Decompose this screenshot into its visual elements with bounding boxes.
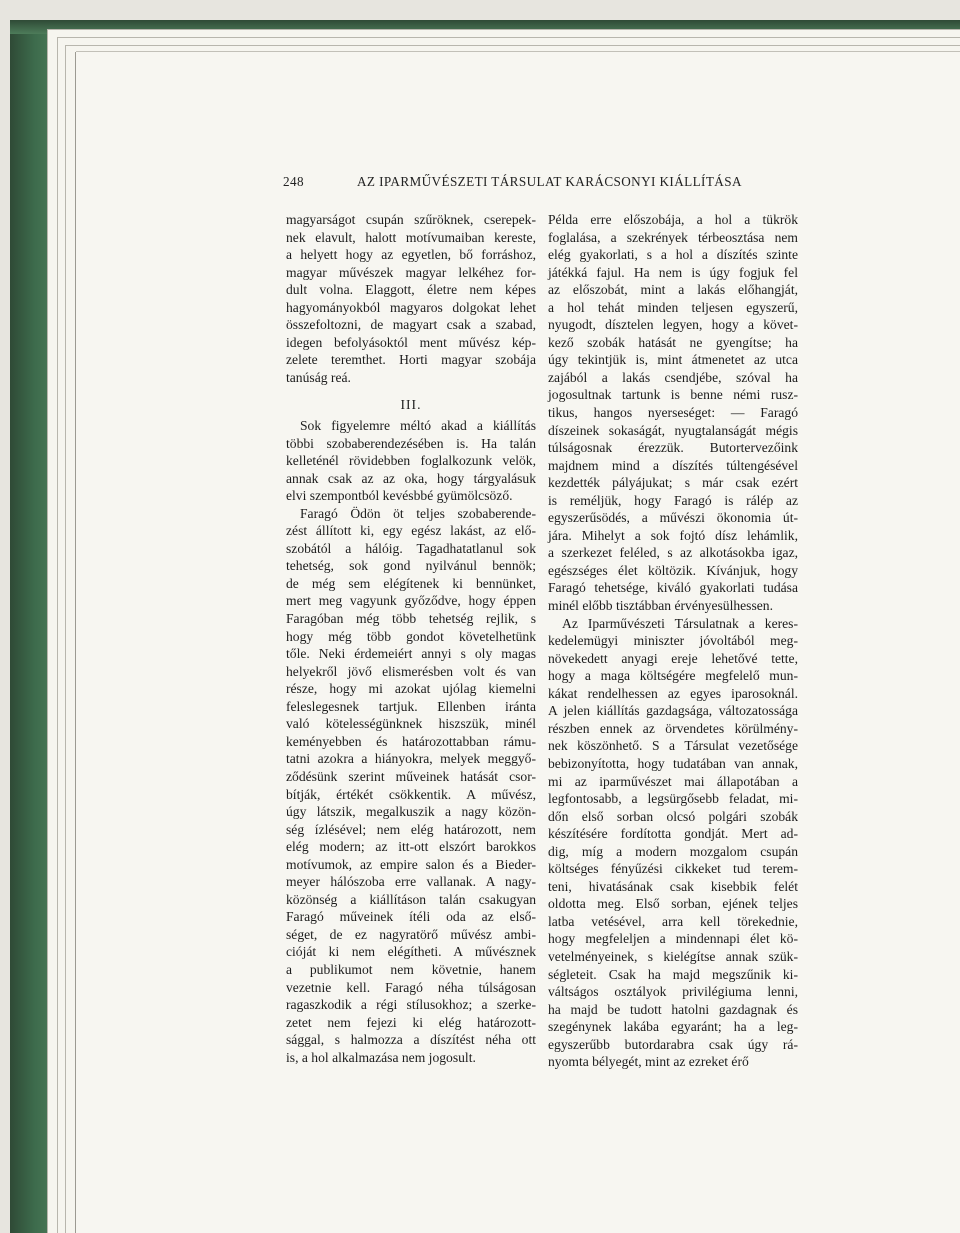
text-line: hogy megfeleljen a mindennapi élet kö- <box>548 931 798 947</box>
text-line: majdnem mind a díszítés túltengésével <box>548 457 798 473</box>
text-line: elég gyakorlati, s a hol a díszítés szinte <box>548 247 798 263</box>
text-line: nek köszönhető. S a Társulat vezetősége <box>548 738 798 754</box>
text-line: tatni azokra a hiányokra, melyek meggyő- <box>286 751 536 767</box>
text-line: jogosultnak tartunk is benne némi rusz- <box>548 387 798 403</box>
text-line: díszeinek sokaságát, nyugtalanságát mégis <box>548 422 798 438</box>
text-line: költséges fényűzési cikkeket tud terem- <box>548 861 798 877</box>
text-line: váltságos osztályok privilégiuma lenni, <box>548 984 798 1000</box>
text-line: úgy tekintjük is, mint átmenetet az utca <box>548 352 798 368</box>
text-line: kákat rendelhessen az egyes iparosoknál. <box>548 685 798 701</box>
text-line: elég modern; az itt-ott elszórt barokkos <box>286 839 536 855</box>
text-line: Példa erre előszobája, a hol a tükrök <box>548 212 798 227</box>
text-line: zést állított ki, egy egész lakást, az elő- <box>286 523 536 539</box>
text-line: szobától a hálóig. Tagadhatatlanul sok <box>286 540 536 556</box>
text-line: egyszerűsödés, a művészi ökonomia út- <box>548 510 798 526</box>
text-line: nek elavult, halott motívumaiban kereste, <box>286 229 536 245</box>
text-line: oldotta meg. Első sorban, ejének teljes <box>548 896 798 912</box>
text-line: foglalása, a szekrények térbeosztása nem <box>548 229 798 245</box>
text-line: de még sem elégítenek ki bennünket, <box>286 575 536 591</box>
text-line: Sok figyelemre méltó akad a kiállítás <box>300 418 536 434</box>
text-line: mert meg vagyunk győződve, hogy éppen <box>286 593 536 609</box>
text-line: része, hogy mi azokat ujólag kiemelni <box>286 681 536 697</box>
text-line: készítésére fordította gondját. Mert ad- <box>548 826 798 842</box>
left-text-column <box>286 211 536 1066</box>
text-line: bítják, értékét csökkentik. A művész, <box>286 786 536 802</box>
text-line: nyomta bélyegét, mint az ezreket érő <box>548 1054 749 1070</box>
text-line: is reméljük, hogy Faragó is rálép az <box>548 492 798 508</box>
text-line: közönség a kiállításon talán csakugyan <box>286 891 536 907</box>
text-line: a szerkezet feléled, s az alkotásokba igaz, <box>548 545 798 561</box>
running-header <box>283 174 828 194</box>
text-line: zetet nem fejezi ki elég határozott- <box>286 1014 536 1030</box>
text-line: kelleténél rövidebben foglalkozunk velök, <box>286 453 536 469</box>
text-line: magyar művészek magyar lelkéhez for- <box>286 264 536 280</box>
text-line: szegénynek lakába egyaránt; ha a leg- <box>548 1019 798 1035</box>
text-line: kezdették pályájukat; s már csak ezért <box>548 475 798 491</box>
text-line: vetelményeinek, s kielégítse annak szük- <box>548 948 798 964</box>
text-line: séget, de ez nagyratörő művész ambi- <box>286 926 536 942</box>
text-line: az előszobát, mint a lakás előhangját, <box>548 282 798 298</box>
text-line: Faragó műveinek ítéli oda az első- <box>286 909 536 925</box>
text-line: Faragó tehetsége, kiváló gyakorlati tudása <box>548 580 798 596</box>
text-line: túlságosnak érezzük. Butortervezőink <box>548 440 798 456</box>
text-line: motívumok, az empire salon és a Bieder- <box>286 856 536 872</box>
text-line: kedelemügyi miniszter jóvoltából meg- <box>548 633 798 649</box>
text-line: annak csak az az oka, hogy tárgyalásuk <box>286 470 536 486</box>
text-line: tőle. Neki érdemeiért annyi s oly magas <box>286 646 536 662</box>
text-line: Faragóban még több tehetség rejlik, s <box>286 611 536 627</box>
text-line: tehetség, sok gond nyilvánul bennök; <box>286 558 536 574</box>
text-line: ragaszkodik a régi stílusokhoz; a szerke- <box>286 997 536 1013</box>
text-line: A jelen kiállítás gazdagsága, változatossága <box>548 703 798 719</box>
text-line: hogy a maga költségére megfelelő mun- <box>548 668 798 684</box>
text-line: is, a hol alkalmazása nem jogosult. <box>286 1049 476 1065</box>
text-line: hogy még több gondot követelhetünk <box>286 628 536 644</box>
text-line: ha majd be tudott hatolni gazdagnak és <box>548 1001 798 1017</box>
text-line: bebizonyította, hogy tudatában van annak, <box>548 755 798 771</box>
spacer <box>286 386 536 392</box>
text-line: részben ennek az örvendetes körülmény- <box>548 720 798 736</box>
text-line: növekedett anyagi ereje lehetővé tette, <box>548 650 798 666</box>
text-line: való kötelességünknek hiszszük, minél <box>286 716 536 732</box>
text-line: ződésünk szerint műveinek hatását csor- <box>286 768 536 784</box>
text-line: teni, hivatásának csak kisebbik felét <box>548 878 798 894</box>
text-line: dőn első sorban olcsó polgári szobák <box>548 808 798 824</box>
section-heading: III. <box>400 397 422 413</box>
text-line: cióját ki nem elégítheti. A művésznek <box>286 944 536 960</box>
text-line: a publikumot nem követnie, hanem <box>286 961 536 977</box>
text-line: magyarságot csupán szűröknek, cserepek- <box>286 212 536 227</box>
text-line: egészséges élet költözik. Kívánjuk, hogy <box>548 562 798 578</box>
text-line: nyugodt, dísztelen legyen, hogy a követ- <box>548 317 798 333</box>
text-line: feleslegesnek tartjuk. Ellenben iránta <box>286 698 536 714</box>
text-line: ség ízlésével; nem elég határozott, nem <box>286 821 536 837</box>
text-line: dult volna. Elaggott, életre nem képes <box>286 282 536 298</box>
text-line: helyekről jövő elismerésben volt és van <box>286 663 536 679</box>
text-line: latba vetésével, arra kell törekednie, <box>548 913 798 929</box>
running-title: AZ IPARMŰVÉSZETI TÁRSULAT KARÁCSONYI KIÁLLÍTÁSA <box>357 174 742 189</box>
text-line: többi szobaberendezésében is. Ha talán <box>286 435 536 451</box>
page-number: 248 <box>283 174 304 189</box>
text-line: összefoltozni, de magyart csak a szabad, <box>286 317 536 333</box>
text-line: mi az iparművészet mai állapotában a <box>548 773 798 789</box>
text-line: hagyományokból magyaros dolgokat lehet <box>286 299 536 315</box>
text-line: minél előbb tisztábban érvényesülhessen. <box>548 598 773 614</box>
text-line: ségleteit. Csak ha majd megszűnik ki- <box>548 966 798 982</box>
text-line: egyszerűbb butordarabra csak úgy rá- <box>548 1036 798 1052</box>
text-line: dig, míg a modern mozgalom csupán <box>548 843 798 859</box>
text-line: legfontosabb, a legsürgősebb feladat, mi- <box>548 791 798 807</box>
text-line: Faragó Ödön öt teljes szobaberende- <box>300 505 536 521</box>
text-line: keményebben és határozottabban rámu- <box>286 733 536 749</box>
text-line: kező szobák hatását ne gyengítse; ha <box>548 334 798 350</box>
text-line: a hol tehát minden teljesen egyszerű, <box>548 299 798 315</box>
right-text-column <box>548 211 798 1071</box>
text-line: meyer hálószoba erre vallanak. A nagy- <box>286 874 536 890</box>
text-line: elvi szempontból kevésbbé gyümölcsöző. <box>286 488 513 504</box>
text-line: úgy látszik, megalkuszik a nagy közön- <box>286 804 536 820</box>
text-line: játékká fajul. Ha nem is úgy fogjuk fel <box>548 264 798 280</box>
text-line: a helyett hogy az egyetlen, bő forráshoz, <box>286 247 536 263</box>
text-line: jára. Mihelyt a sok fojtó dísz lehámlik, <box>548 527 798 543</box>
text-line: sággal, s halmozza a díszítést néha ott <box>286 1032 536 1048</box>
text-line: zelete teremthet. Horti magyar szobája <box>286 352 536 368</box>
text-line: idegen befolyásoktól ment művész kép- <box>286 334 536 350</box>
text-line: zajából a lakás csendjébe, szóval ha <box>548 369 798 385</box>
text-line: tikus, hangos nyerseséget: — Faragó <box>548 405 798 421</box>
text-line: vezetnie kell. Faragó néha túlságosan <box>286 979 536 995</box>
text-line: Az Iparművészeti Társulatnak a keres- <box>562 615 798 631</box>
text-line: tanúság reá. <box>286 369 351 385</box>
